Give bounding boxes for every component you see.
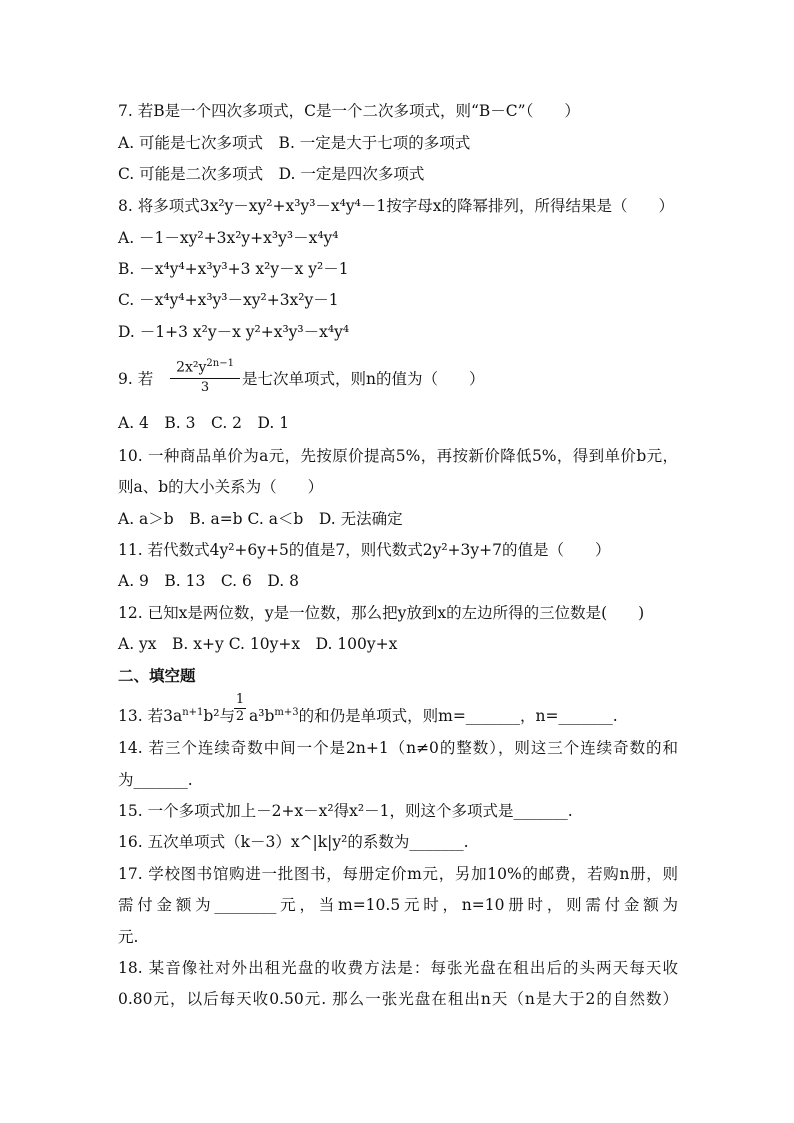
- q8-option-a: A. －1－xy²+3x²y+x³y³－x⁴y⁴: [118, 229, 339, 247]
- q10-options: A. a＞b B. a=b C. a＜b D. 无法确定: [118, 510, 403, 528]
- q13-stem: 13. 若$3a^{n+1}b^2$与 1 2 $a^3b^{m+3}$的和仍是单项式，则m=_______，n=_______.: [118, 692, 618, 726]
- q17-stem: 17. 学校图书馆购进一批图书，每册定价m元，另加10%的邮费，若购n册，则: [118, 865, 678, 883]
- q8-option-b: B. －x⁴y⁴+x³y³+3 x²y－x y²－1: [118, 260, 349, 278]
- q11-stem: 11. 若代数式4y²+6y+5的值是7，则代数式2y²+3y+7的值是（ ）: [118, 541, 611, 559]
- q10-stem: 10. 一种商品单价为a元，先按原价提高5%，再按新价降低5%，得到单价b元，: [118, 447, 678, 465]
- q9-options: A. 4 B. 3 C. 2 D. 1: [118, 414, 290, 432]
- q18-stem-cont: 0.80元，以后每天收0.50元. 那么一张光盘在租出n天（n是大于2的自然数）: [118, 990, 678, 1008]
- q18-stem: 18. 某音像社对外出租光盘的收费方法是：每张光盘在租出后的头两天每天收: [118, 959, 678, 977]
- q10-stem-cont: 则a、b的大小关系为（ ）: [118, 478, 324, 496]
- q13-fraction: 1 2: [235, 692, 245, 724]
- q9-stem: 9. 若 $2x^2y^{2n-1}$ 3 是七次单项式，则n的值为（ ）: [118, 358, 485, 395]
- q7-options-ab: A. 可能是七次多项式 B. 一定是大于七项的多项式: [118, 134, 471, 152]
- q11-options: A. 9 B. 13 C. 6 D. 8: [118, 572, 299, 590]
- q12-stem: 12. 已知x是两位数，y是一位数，那么把y放到x的左边所得的三位数是( ): [118, 604, 645, 622]
- q7-stem: 7. 若B是一个四次多项式，C是一个二次多项式，则“B－C”（ ）: [118, 102, 580, 120]
- q14-stem: 14. 若三个连续奇数中间一个是2n+1（n≠0的整数），则这三个连续奇数的和: [118, 739, 678, 757]
- q15-stem: 15. 一个多项式加上－2+x－x²得x²－1，则这个多项式是_______.: [118, 802, 573, 820]
- section-heading-fill-blank: 二、填空题: [118, 666, 196, 685]
- q16-stem: 16. 五次单项式（k－3）x^|k|y²的系数为_______.: [118, 833, 469, 851]
- q12-options: A. yx B. x+y C. 10y+x D. 100y+x: [118, 635, 398, 653]
- q14-stem-cont: 为_______.: [118, 771, 193, 789]
- q8-option-d: D. －1+3 x²y－x y²+x³y³－x⁴y⁴: [118, 323, 350, 341]
- q7-options-cd: C. 可能是二次多项式 D. 一定是四次多项式: [118, 165, 425, 183]
- q17-stem-cont: 需付金额为________元，当m=10.5元时，n=10册时，则需付金额为: [118, 896, 678, 914]
- q17-stem-end: 元.: [118, 928, 139, 946]
- q8-option-c: C. －x⁴y⁴+x³y³－xy²+3x²y－1: [118, 291, 339, 309]
- q8-stem: 8. 将多项式3x²y－xy²+x³y³－x⁴y⁴－1按字母x的降幂排列，所得结果是（ ）: [118, 197, 674, 215]
- q9-fraction: $2x^2y^{2n-1}$ 3: [170, 356, 240, 396]
